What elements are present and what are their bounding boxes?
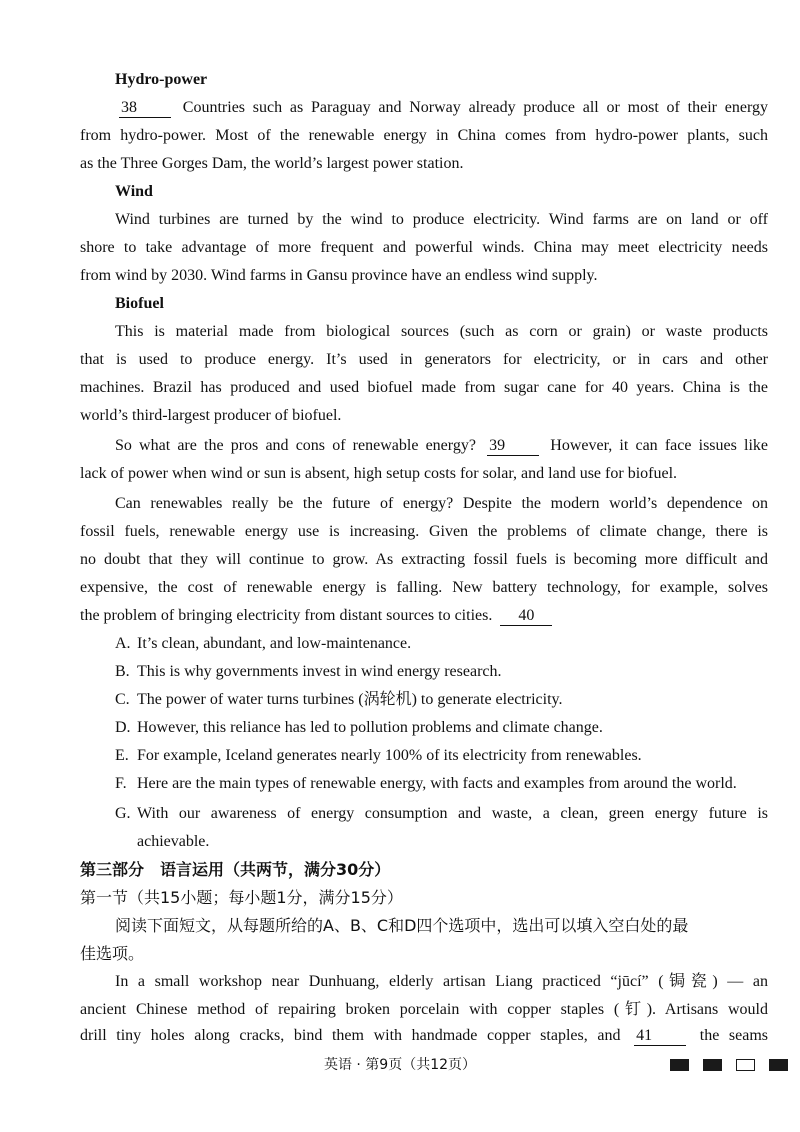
blank-38[interactable]: 38: [119, 99, 171, 118]
paragraph-line: lack of power when wind or sun is absent, high setup costs for solar, and land use for biofuel.: [80, 465, 678, 482]
option-g: G. With our awareness of energy consumption and waste, a clean, green energy future is: [115, 805, 768, 822]
heading-biofuel: Biofuel: [115, 295, 164, 312]
blank-40[interactable]: 40: [500, 607, 552, 626]
passage-line: drill tiny holes along cracks, bind them with handmade copper staples, and 41 the seams: [80, 1027, 769, 1044]
paragraph-line: This is material made from biological sources (such as corn or grain) or waste products: [115, 323, 768, 340]
heading-hydro-power: Hydro-power: [115, 71, 208, 88]
option-b: B. This is why governments invest in wind energy research.: [115, 663, 502, 680]
paragraph-line: 38 Countries such as Paraguay and Norway already produce all or most of their energy: [121, 99, 769, 116]
section-one-title: 第一节（共15小题；每小题1分，满分15分）: [80, 888, 403, 907]
paragraph-line: world’s third-largest producer of biofuel.: [80, 407, 342, 424]
paragraph-line: as the Three Gorges Dam, the world’s largest power station.: [80, 155, 464, 172]
option-c: C. The power of water turns turbines (涡轮机) to generate electricity.: [115, 691, 563, 708]
option-a: A. It’s clean, abundant, and low-maintenance.: [115, 635, 412, 652]
option-f: F. Here are the main types of renewable energy, with facts and examples from around the world.: [115, 775, 737, 792]
option-g-continued: achievable.: [137, 833, 210, 850]
filled-square-icon: [769, 1059, 788, 1071]
passage-line: In a small workshop near Dunhuang, elderly artisan Liang practiced “jūcí” (锔瓷) — an: [115, 973, 768, 990]
paragraph-line: that is used to produce energy. It’s used in generators for electricity, or in cars and other: [80, 351, 768, 368]
empty-square-icon: [736, 1059, 755, 1071]
page-footer: 英语 · 第9页（共12页）: [323, 1057, 477, 1073]
paragraph-line: fossil fuels, renewable energy use is increasing. Given the problems of climate change, there is: [80, 523, 768, 540]
blank-41[interactable]: 41: [634, 1027, 686, 1046]
part-three-title: 第三部分 语言运用（共两节，满分30分）: [80, 860, 391, 879]
instruction-line: 佳选项。: [80, 944, 145, 963]
instruction-line: 阅读下面短文，从每题所给的A、B、C和D四个选项中，选出可以填入空白处的最: [115, 916, 689, 935]
passage-line: ancient Chinese method of repairing broken porcelain with copper staples (钉). Artisans would: [80, 1001, 768, 1018]
paragraph-line: Wind turbines are turned by the wind to produce electricity. Wind farms are on land or off: [115, 211, 768, 228]
paragraph-line: shore to take advantage of more frequent and powerful winds. China may meet electricity needs: [80, 239, 768, 256]
paragraph-line: the problem of bringing electricity from distant sources to cities. 40: [80, 604, 768, 628]
blank-39[interactable]: 39: [487, 437, 539, 456]
heading-wind: Wind: [115, 183, 153, 200]
paragraph-line: So what are the pros and cons of renewable energy? 39 However, it can face issues like: [115, 437, 769, 454]
filled-square-icon: [670, 1059, 689, 1071]
paragraph-line: from hydro-power. Most of the renewable energy in China comes from hydro-power plants, such: [80, 127, 768, 144]
paragraph-line: expensive, the cost of renewable energy is falling. New battery technology, for example, solves: [80, 579, 768, 596]
paragraph-line: machines. Brazil has produced and used biofuel made from sugar cane for 40 years. China is the: [80, 379, 768, 396]
filled-square-icon: [703, 1059, 722, 1071]
option-e: E. For example, Iceland generates nearly 100% of its electricity from renewables.: [115, 747, 642, 764]
paragraph-line: no doubt that they will continue to grow. As extracting fossil fuels is becoming more difficult and: [80, 551, 768, 568]
option-d: D. However, this reliance has led to pollution problems and climate change.: [115, 719, 603, 736]
paragraph-line: Can renewables really be the future of energy? Despite the modern world’s dependence on: [115, 495, 768, 512]
paragraph-line: from wind by 2030. Wind farms in Gansu province have an endless wind supply.: [80, 267, 598, 284]
